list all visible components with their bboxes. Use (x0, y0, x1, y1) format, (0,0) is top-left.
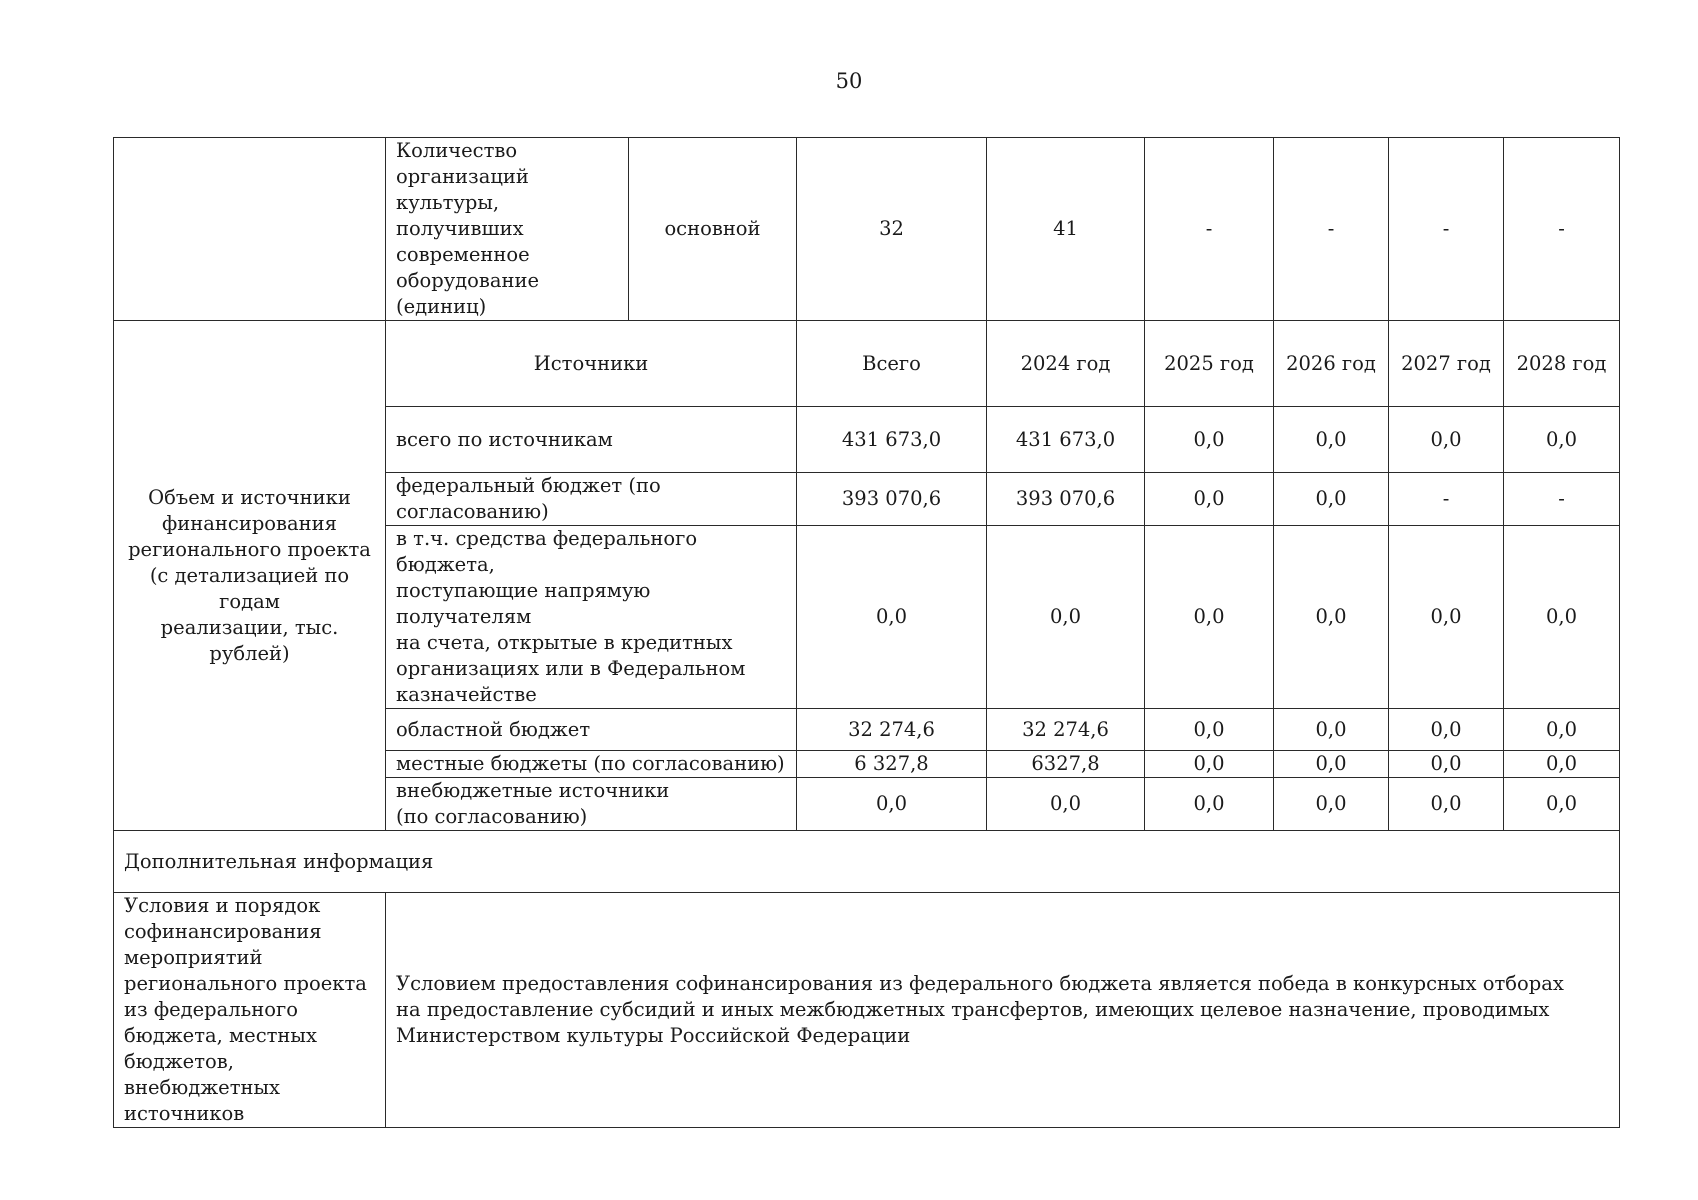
indicator-value-cell: - (1274, 138, 1389, 321)
financing-label-line: федеральный бюджет (по согласованию) (396, 474, 661, 523)
conditions-label-cell (114, 893, 386, 1128)
financing-label-line: поступающие напрямую получателям (396, 579, 651, 628)
conditions-label-line: из федерального (124, 998, 298, 1021)
conditions-text-line: на предоставление субсидий и иных межбюджетных трансфертов, имеющих целевое назначение, проводимых (396, 998, 1550, 1021)
financing-label-line: казначействе (396, 683, 537, 706)
header-year: 2027 год (1389, 321, 1504, 407)
indicator-name-line: получивших (396, 217, 524, 240)
financing-value: 6327,8 (987, 751, 1145, 778)
financing-title-line: финансирования (162, 511, 337, 535)
financing-value: 0,0 (1145, 526, 1274, 709)
financing-value: 0,0 (1274, 526, 1389, 709)
conditions-label-line: Условия и порядок (124, 894, 321, 917)
header-year: 2028 год (1504, 321, 1620, 407)
header-total: Всего (797, 321, 987, 407)
conditions-label-line: софинансирования (124, 920, 322, 943)
conditions-label-line: бюджетов, (124, 1050, 234, 1073)
financing-label-line: на счета, открытые в кредитных (396, 631, 733, 654)
financing-row-label (386, 709, 797, 751)
financing-label-line: местные бюджеты (по согласованию) (396, 752, 785, 775)
financing-row-label (386, 473, 797, 526)
financing-label-line: областной бюджет (396, 717, 591, 741)
financing-row-label (386, 526, 797, 709)
indicator-name-line: организаций культуры, (396, 165, 529, 214)
financing-label-line: внебюджетные источники (396, 779, 670, 802)
indicator-value-cell: 32 (797, 138, 987, 321)
financing-row-label (386, 751, 797, 778)
financing-title-line: Объем и источники (148, 485, 351, 509)
financing-value: 0,0 (1145, 751, 1274, 778)
financing-title-line: регионального проекта (128, 537, 371, 561)
financing-value: 393 070,6 (797, 473, 987, 526)
financing-value: 0,0 (1274, 473, 1389, 526)
financing-value: 0,0 (797, 526, 987, 709)
indicator-value-cell: - (1504, 138, 1620, 321)
financing-label-line: организациях или в Федеральном (396, 657, 746, 680)
financing-value: 0,0 (1274, 751, 1389, 778)
financing-row-label (386, 407, 797, 473)
indicator-empty-cell (114, 138, 386, 321)
financing-value: 0,0 (987, 778, 1145, 831)
financing-label-line: в т.ч. средства федерального бюджета, (396, 527, 698, 576)
financing-value: 0,0 (1274, 709, 1389, 751)
conditions-label-line: бюджета, местных (124, 1024, 317, 1047)
financing-value: 32 274,6 (797, 709, 987, 751)
header-sources: Источники (386, 321, 797, 407)
financing-value: 0,0 (1504, 778, 1620, 831)
financing-label-line: всего по источникам (396, 427, 613, 451)
financing-value: 0,0 (1389, 751, 1504, 778)
indicator-name-cell (386, 138, 629, 321)
financing-value: 0,0 (1504, 407, 1620, 473)
financing-value: - (1504, 473, 1620, 526)
financing-value: 0,0 (987, 526, 1145, 709)
conditions-label-line: регионального проекта (124, 972, 367, 995)
financing-value: 6 327,8 (797, 751, 987, 778)
financing-row-label (386, 778, 797, 831)
financing-value: 393 070,6 (987, 473, 1145, 526)
financing-value: 431 673,0 (987, 407, 1145, 473)
header-year: 2026 год (1274, 321, 1389, 407)
financing-value: 0,0 (1145, 709, 1274, 751)
financing-value: 0,0 (797, 778, 987, 831)
financing-value: 0,0 (1389, 407, 1504, 473)
project-passport-table (113, 137, 1620, 1128)
header-year: 2024 год (987, 321, 1145, 407)
conditions-label-line: внебюджетных (124, 1076, 281, 1099)
indicator-value-cell: - (1145, 138, 1274, 321)
indicator-value-cell: - (1389, 138, 1504, 321)
financing-title-line: (с детализацией по годам (149, 563, 350, 613)
financing-value: 0,0 (1389, 709, 1504, 751)
indicator-value-cell: 41 (987, 138, 1145, 321)
financing-value: 431 673,0 (797, 407, 987, 473)
financing-value: 0,0 (1145, 407, 1274, 473)
financing-title-cell (114, 321, 386, 831)
conditions-text-cell (386, 893, 1620, 1128)
financing-value: 0,0 (1389, 778, 1504, 831)
indicator-row (114, 138, 1620, 321)
financing-value: 0,0 (1145, 778, 1274, 831)
financing-label-line: (по согласованию) (396, 805, 588, 828)
conditions-label-line: мероприятий (124, 946, 263, 969)
indicator-name-line: Количество (396, 139, 518, 162)
financing-title-line: реализации, тыс. рублей) (160, 615, 339, 665)
additional-info-heading: Дополнительная информация (114, 831, 1620, 893)
financing-value: 32 274,6 (987, 709, 1145, 751)
conditions-row (114, 893, 1620, 1128)
financing-value: 0,0 (1504, 709, 1620, 751)
page-number: 50 (835, 69, 863, 93)
indicator-name-line: оборудование (единиц) (396, 269, 540, 318)
financing-value: 0,0 (1145, 473, 1274, 526)
conditions-label-line: источников (124, 1102, 245, 1125)
financing-value: 0,0 (1274, 778, 1389, 831)
conditions-text-line: Условием предоставления софинансирования из федерального бюджета является победа в конкурсных отборах (396, 972, 1564, 995)
conditions-text-line: Министерством культуры Российской Федерации (396, 1024, 911, 1047)
indicator-type-cell: основной (629, 138, 797, 321)
indicator-name-line: современное (396, 243, 530, 266)
financing-value: 0,0 (1504, 751, 1620, 778)
financing-value: 0,0 (1389, 526, 1504, 709)
financing-value: - (1389, 473, 1504, 526)
financing-header-row (114, 321, 1620, 407)
additional-info-row (114, 831, 1620, 893)
financing-value: 0,0 (1274, 407, 1389, 473)
header-year: 2025 год (1145, 321, 1274, 407)
financing-value: 0,0 (1504, 526, 1620, 709)
